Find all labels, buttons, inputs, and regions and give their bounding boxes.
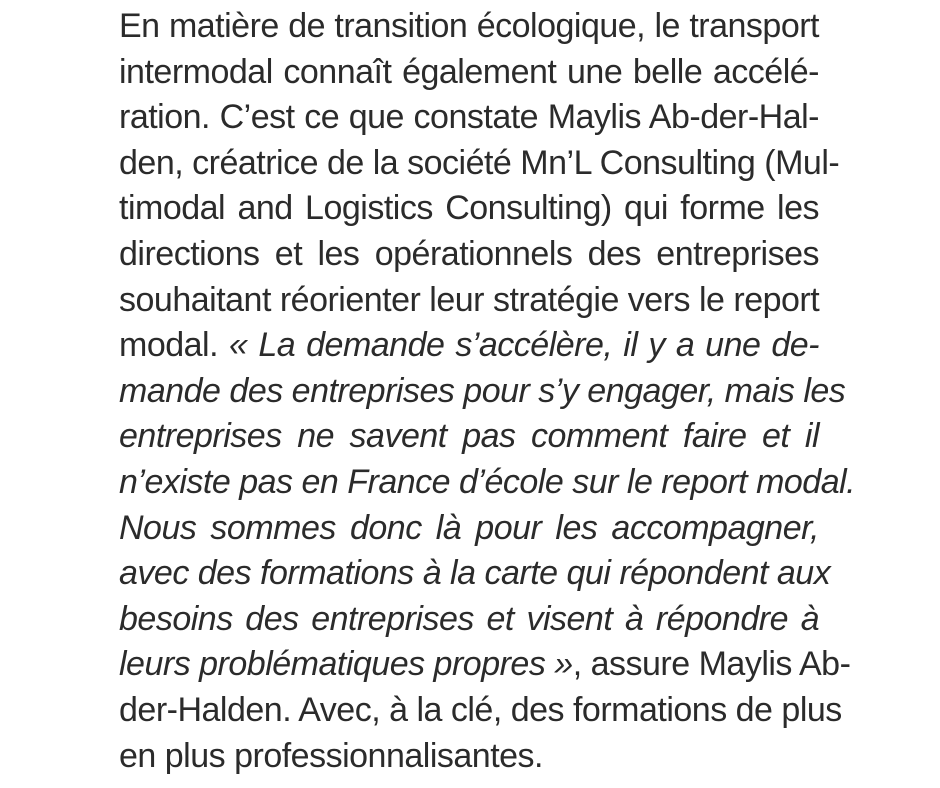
quote-text: Nous sommes donc là pour les accompagner,	[119, 508, 819, 547]
paragraph-line	[119, 323, 819, 369]
quote-text: avec des formations à la carte qui répondent aux	[119, 554, 831, 593]
body-text: , assure Maylis Ab-	[572, 645, 851, 684]
body-text: intermodal connaît également une belle accélé-	[119, 52, 819, 91]
quote-text: besoins des entreprises et visent à répondre à	[119, 599, 819, 638]
paragraph-line	[119, 506, 819, 552]
quote-text: leurs problématiques propres »	[119, 645, 573, 684]
body-text: En matière de transition écologique, le transport	[119, 7, 819, 45]
paragraph-line	[119, 414, 819, 460]
article-paragraph	[119, 4, 856, 779]
body-text: en plus professionnalisantes.	[119, 736, 543, 775]
body-text: den, créatrice de la société Mn’L Consulting (Mul-	[119, 143, 840, 182]
body-text: directions et les opérationnels des entreprises	[119, 234, 819, 273]
quote-text: n’existe pas en France d’école sur le report modal.	[119, 462, 856, 501]
paragraph-line	[119, 734, 819, 780]
body-text: souhaitant réorienter leur stratégie vers le report	[119, 280, 820, 319]
paragraph-line	[119, 460, 856, 506]
paragraph-line	[119, 4, 819, 50]
paragraph-line	[119, 50, 819, 96]
paragraph-line	[119, 232, 819, 278]
body-text: der-Halden. Avec, à la clé, des formations de plus	[119, 690, 842, 729]
quote-text: « La demande s’accélère, il y a une de-	[229, 326, 819, 365]
paragraph-line	[119, 278, 819, 324]
paragraph-line	[119, 642, 851, 688]
body-text: timodal and Logistics Consulting) qui forme les	[119, 189, 819, 228]
paragraph-line	[119, 369, 846, 415]
quote-text: mande des entreprises pour s’y engager, mais les	[119, 371, 846, 410]
paragraph-line	[119, 141, 840, 187]
paragraph-line	[119, 95, 819, 141]
paragraph-line	[119, 597, 819, 643]
body-text: ration. C’est ce que constate Maylis Ab-der-Hal-	[119, 98, 819, 137]
body-text: modal.	[119, 326, 229, 365]
paragraph-line	[119, 186, 819, 232]
paragraph-line	[119, 551, 831, 597]
quote-text: entreprises ne savent pas comment faire et il	[119, 417, 819, 456]
paragraph-line	[119, 688, 842, 734]
